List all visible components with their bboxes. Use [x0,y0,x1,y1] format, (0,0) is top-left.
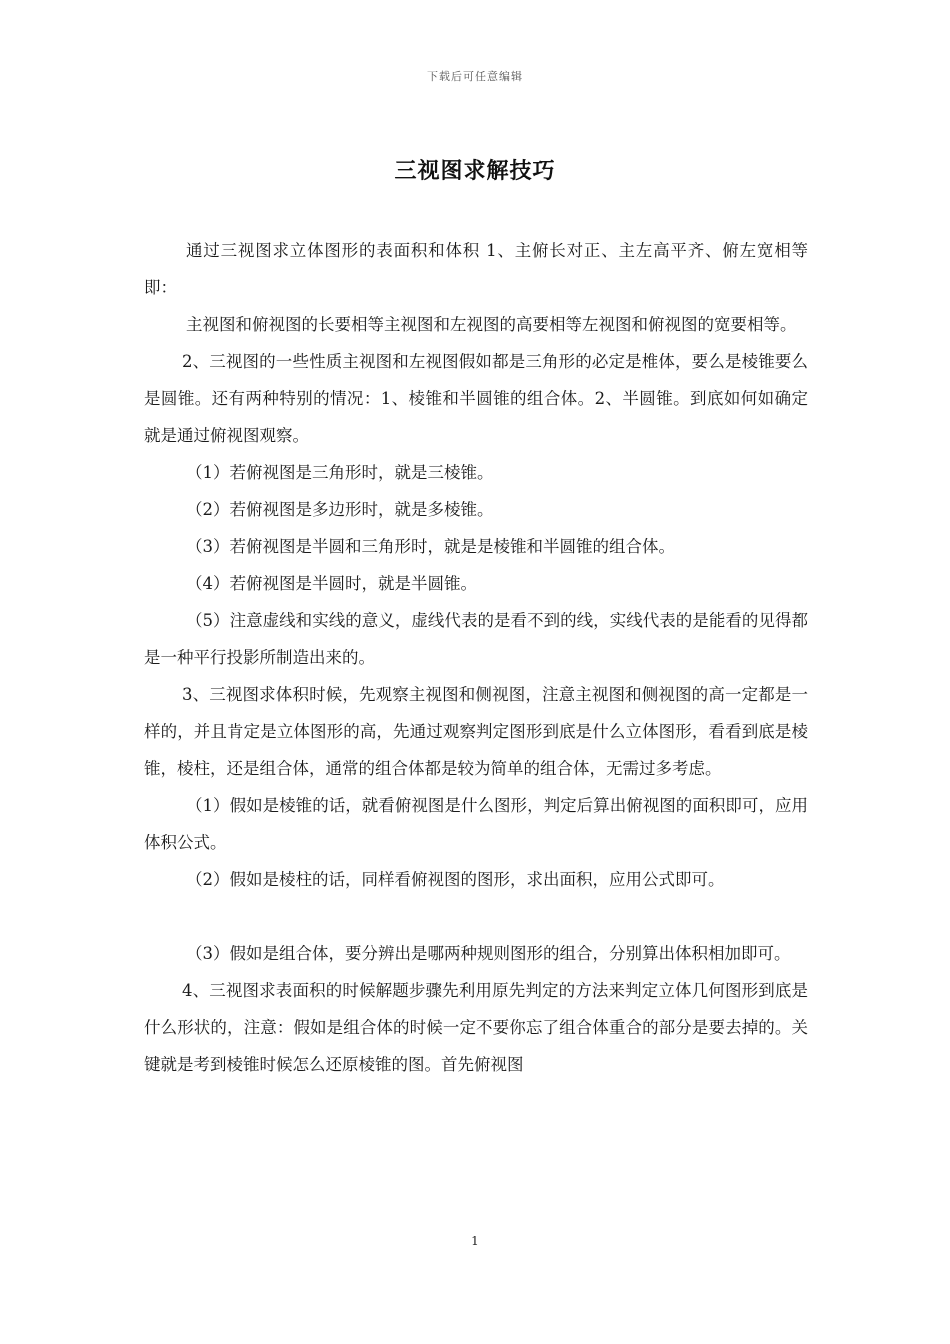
list-item-dashed-lines: （5）注意虚线和实线的意义，虚线代表的是看不到的线，实线代表的是能看的见得都是一种平行投影所制造出来的。 [144,611,808,667]
list-item-prism: （2）假如是棱柱的话，同样看俯视图的图形，求出面积，应用公式即可。 [186,870,725,889]
list-item-pyramid: （1）假如是棱锥的话，就看俯视图是什么图形，判定后算出俯视图的面积即可，应用体积公式。 [144,796,808,852]
paragraph-equal-lengths: 主视图和俯视图的长要相等主视图和左视图的高要相等左视图和俯视图的宽要相等。 [186,315,797,334]
list-item-polygon: （2）若俯视图是多边形时，就是多棱锥。 [186,500,494,519]
document-body [144,232,808,1083]
list-item-semicircle-triangle: （3）若俯视图是半圆和三角形时，就是是棱锥和半圆锥的组合体。 [186,537,675,556]
page-header-note: 下载后可任意编辑 [427,70,523,83]
list-item-triangle: （1）若俯视图是三角形时，就是三棱锥。 [186,463,494,482]
paragraph-properties: 2、三视图的一些性质主视图和左视图假如都是三角形的必定是椎体，要么是棱锥要么是圆锥。还有两种特别的情况：1、棱锥和半圆锥的组合体。2、半圆锥。到底如何如确定就是通过俯视图观察。 [144,352,808,445]
paragraph-surface-area: 4、三视图求表面积的时候解题步骤先利用原先判定的方法来判定立体几何图形到底是什么形状的，注意：假如是组合体的时候一定不要你忘了组合体重合的部分是要去掉的。关键就是考到棱锥时候怎么还原棱锥的图。首先俯视图 [144,981,808,1074]
paragraph-intro: 通过三视图求立体图形的表面积和体积 1、主俯长对正、主左高平齐、俯左宽相等即： [144,241,808,297]
document-title: 三视图求解技巧 [394,158,556,184]
page-number: 1 [471,1234,479,1248]
paragraph-volume: 3、三视图求体积时候，先观察主视图和侧视图，注意主视图和侧视图的高一定都是一样的，并且肯定是立体图形的高，先通过观察判定图形到底是什么立体图形，看看到底是棱锥，棱柱，还是组合体，通常的组合体都是较为简单的组合体，无需过多考虑。 [144,685,808,778]
list-item-semicircle: （4）若俯视图是半圆时，就是半圆锥。 [186,574,477,593]
list-item-composite: （3）假如是组合体，要分辨出是哪两种规则图形的组合，分别算出体积相加即可。 [186,944,791,963]
